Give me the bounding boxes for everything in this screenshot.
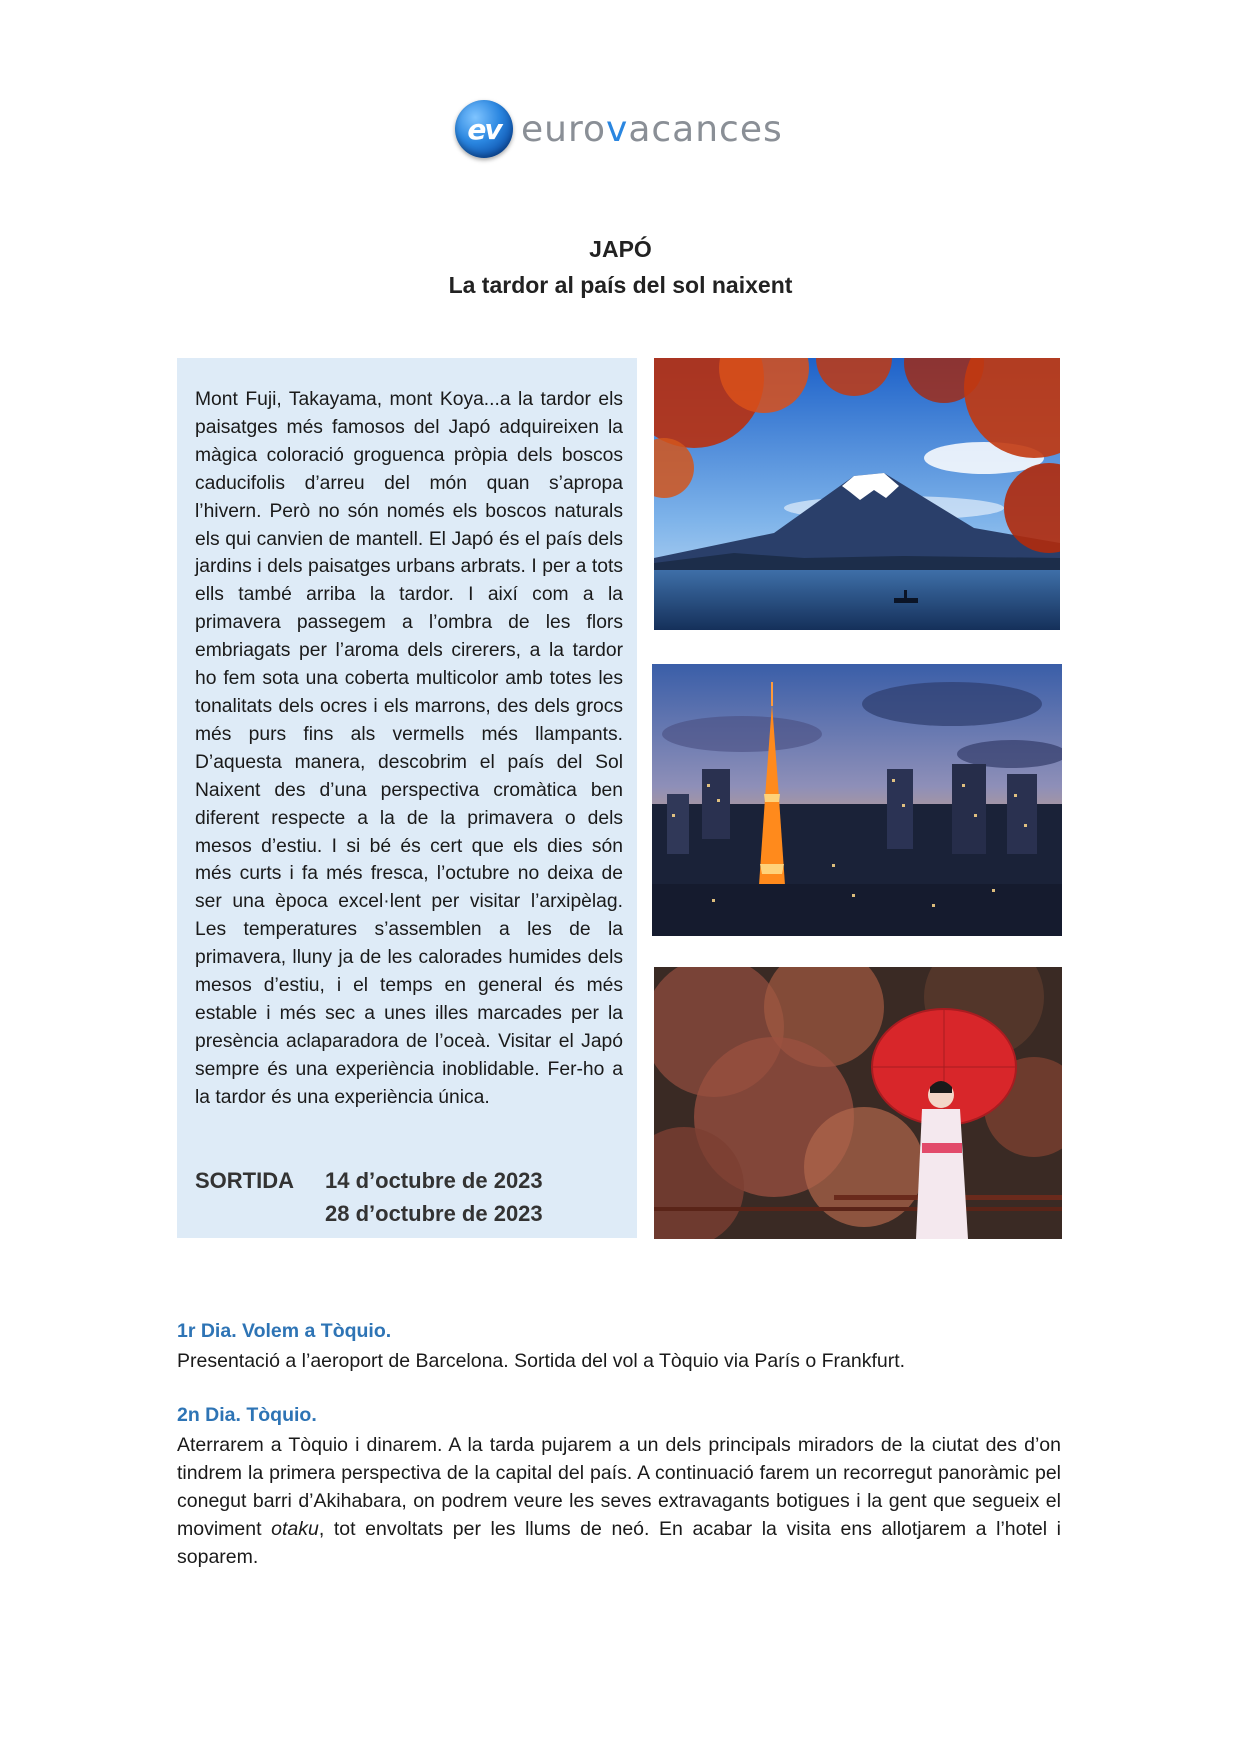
logo-mark: ev xyxy=(467,112,501,146)
ev-logo-icon xyxy=(455,100,513,158)
brand-name-part1: euro xyxy=(521,108,606,150)
departure-date-2: 28 d’octubre de 2023 xyxy=(325,1201,543,1226)
day-2-text-part2: , tot envoltats per les llums de neó. En acabar la visita ens allotjarem a l’hotel i soparem. xyxy=(177,1518,1061,1568)
page-subtitle: La tardor al país del sol naixent xyxy=(448,272,793,298)
day-2-italic-term: otaku xyxy=(271,1518,319,1540)
day-2-text-part1: Aterrarem a Tòquio i dinarem. A la tarda pujarem a un dels principals miradors de la ciutat des d’on tindrem la primera perspectiva de la capital del país. A continuació farem un recorregut panoràmic pel conegut barri d’Akihabara, on podrem veure les seves extravagants botigues i la gent que segueix el moviment xyxy=(177,1434,1061,1540)
brand-name xyxy=(521,109,783,150)
departure-date-1: 14 d’octubre de 2023 xyxy=(325,1168,543,1193)
page-title: JAPÓ xyxy=(589,236,652,262)
tokyo-tower-skyline-photo xyxy=(652,664,1062,936)
woman-kimono-red-umbrella-photo xyxy=(654,967,1062,1239)
brand-name-part3: acances xyxy=(628,108,783,150)
mount-fuji-autumn-photo xyxy=(654,358,1060,630)
brand-name-part2: v xyxy=(606,108,629,150)
day-2-heading: 2n Dia. Tòquio. xyxy=(177,1404,317,1426)
day-1-heading: 1r Dia. Volem a Tòquio. xyxy=(177,1320,392,1342)
day-2-description xyxy=(177,1431,1061,1571)
day-1-description: Presentació a l’aeroport de Barcelona. Sortida del vol a Tòquio via París o Frankfurt. xyxy=(177,1350,906,1372)
brand-logo xyxy=(455,98,783,160)
intro-paragraph: Mont Fuji, Takayama, mont Koya...a la tardor els paisatges més famosos del Japó adquireixen la màgica coloració groguenca pròpia dels boscos caducifolis d’arreu del món quan s’apropa l’hivern. Però no són només els boscos naturals els qui canvien de mantell. El Japó és el país dels jardins i dels paisatges urbans arbrats. I per a tots ells també arriba la tardor. I així com a la primavera passegem a l’ombra de les flors embriagats per l’aroma dels cirerers, a la tardor ho fem sota una coberta multicolor amb totes les tonalitats dels ocres i els marrons, des dels grocs més purs fins als vermells més llampants. D’aquesta manera, descobrim el país del Sol Naixent des d’una perspectiva cromàtica ben diferent respecte a la de la primavera o dels mesos d’estiu. I si bé és cert que els dies són més curts i fa més fresca, l’octubre no deixa de ser una època excel·lent per visitar l’arxipèlag. Les temperatures s’assemblen a les de la primavera, lluny ja de les calorades humides dels mesos d’estiu, i el temps en general és més estable i més sec a unes illes marcades per la presència aclaparadora de l’oceà. Visitar el Japó sempre és una experiència inoblidable. Fer-ho a la tardor és una experiència única. xyxy=(195,389,623,1108)
departure-label: SORTIDA xyxy=(195,1168,294,1193)
